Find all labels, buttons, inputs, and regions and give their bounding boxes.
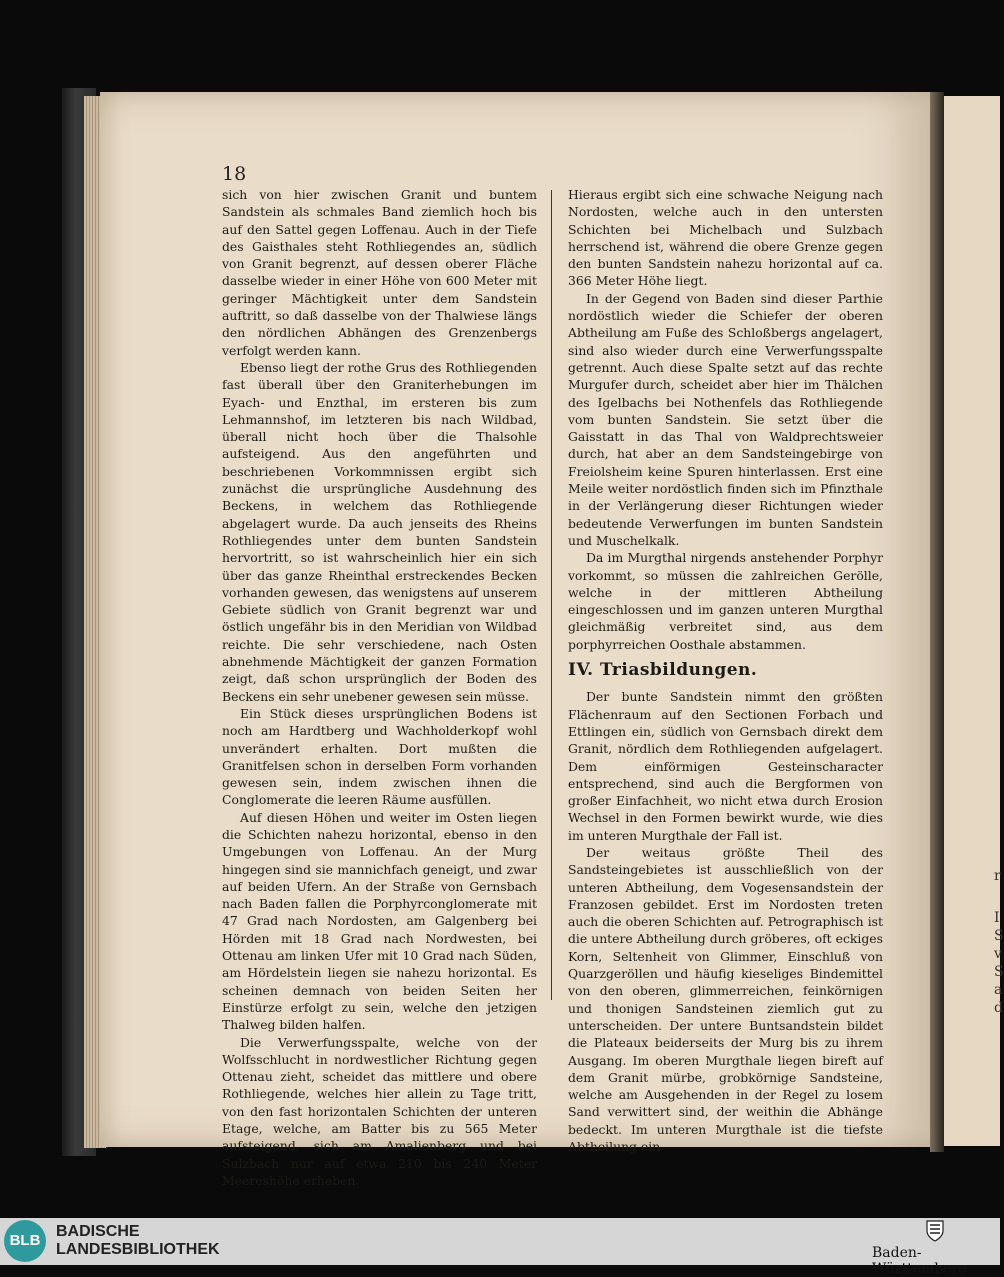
paragraph: Ebenso liegt der rothe Grus des Rothliegenden fast überall über den Graniterhebungen im Eyach- und Enzthal, im ersteren bis zum Lehmannshof, im letzteren bis nach Wildbad, überall nicht hoch über die Thalsohle aufsteigend. Aus den angeführten und beschriebenen Vorkommnissen ergibt sich zunächst die ursprüngliche Ausdehnung des Beckens, in welchem das Rothliegende abgelagert wurde. Da auch jenseits des Rheins Rothliegendes unter dem bunten Sandstein hervortritt, so ist wahrscheinlich hier ein sich über das ganze Rheinthal erstreckendes Becken vorhanden gewesen, das wenigstens auf unserem Gebiete südlich von Granit begrenzt war und östlich ungefähr bis in den Meridian von Wildbad reichte. Die sehr verschiedene, nach Osten abnehmende Mächtigkeit der ganzen Formation zeigt, daß schon ursprünglich der Boden des Beckens ein sehr unebener gewesen sein müsse. — [222, 359, 537, 704]
next-page-fragment: I — [994, 910, 1000, 926]
paragraph: Die Verwerfungsspalte, welche von der Wolfsschlucht in nordwestlicher Richtung gegen Ottenau zieht, scheidet das mittlere und obere Rothliegende, welches hier allein zu Tage tritt, von den fast horizontalen Schichten der unteren Etage, welche, am Batter bis zu 565 Meter aufsteigend, sich am Amalienberg und bei Sulzbach nur auf etwa 210 bis 240 Meter Meereshöhe erheben. — [222, 1034, 537, 1188]
next-page-fragment: d — [994, 1000, 1003, 1016]
paragraph: sich von hier zwischen Granit und buntem Sandstein als schmales Band ziemlich hoch bis auf den Sattel gegen Loffenau. Auch in der Tiefe des Gaisthales steht Rothliegendes an, südlich von Granit begrenzt, auf dessen oberer Fläche dasselbe wieder in einer Höhe von 600 Meter mit geringer Mächtigkeit unter dem Sandstein auftritt, so daß dasselbe von der Thalwiese längs den nördlichen Abhängen des Grenzenbergs verfolgt werden kann. — [222, 187, 537, 358]
next-page-fragment: r — [994, 868, 1001, 884]
paragraph: Da im Murgthal nirgends anstehender Porphyr vorkommt, so müssen die zahlreichen Gerölle, welche in der mittleren Abtheilung eingeschlossen und im ganzen unteren Murgthal gleichmäßig verbreitet sind, aus dem porphyrreichen Oosthale abstammen. — [568, 550, 883, 652]
paragraph: Auf diesen Höhen und weiter im Osten liegen die Schichten nahezu horizontal, ebenso in den Umgebungen von Loffenau. An der Murg hingegen sind sie mannichfach geneigt, und zwar auf beiden Ufern. An der Straße von Gernsbach nach Baden fallen die Porphyrconglomerate mit 47 Grad nach Nordosten, am Galgenberg bei Hörden mit 18 Grad nach Nordwesten, bei Ottenau am linken Ufer mit 10 Grad nach Süden, am Hördelstein liegen sie nahezu horizontal. Es scheinen demnach von beiden Seiten her Einstürze erfolgt zu sein, welche den jetzigen Thalweg bilden halfen. — [222, 809, 537, 1033]
library-name-line2: LANDESBIBLIOTHEK — [56, 1241, 220, 1258]
next-page-fragment: v — [994, 946, 1002, 962]
library-name-line1: BADISCHE — [56, 1223, 140, 1240]
column-divider — [551, 190, 552, 1000]
paragraph: Der weitaus größte Theil des Sandsteingebietes ist ausschließlich von der unteren Abtheilung, dem Vogesensandstein der Franzosen gebildet. Erst im Nordosten treten auch die oberen Schichten auf. Petrographisch ist die untere Abtheilung durch gröberes, oft eckiges Korn, Seltenheit von Glimmer, Einschluß von Quarzgeröllen und häufig kieseliges Bindemittel von den oberen, glimmerreichen, feinkörnigen und thonigen Sandsteinen ziemlich gut zu unterscheiden. Der untere Buntsandstein bildet die Plateaux beiderseits der Murg bis zu ihrem Ausgang. Im oberen Murgthale liegen bireft auf dem Granit mürbe, grobkörnige Sandsteine, welche am Ausgehenden in der Regel zu losem Sand verwittert sind, der weithin die Abhänge bedeckt. Im unteren Murgthale ist die tiefste Abtheilung ein — [568, 844, 883, 1155]
page-number: 18 — [222, 163, 247, 185]
coat-of-arms-icon — [924, 1219, 946, 1243]
next-page-edge — [944, 96, 1003, 1146]
paragraph: Hieraus ergibt sich eine schwache Neigung nach Nordosten, welche auch in den untersten Schichten bei Michelbach und Sulzbach herrschend ist, während die obere Grenze gegen den bunten Sandstein nahezu horizontal auf ca. 366 Meter Höhe liegt. — [568, 187, 883, 289]
next-page-fragment: S — [994, 928, 1004, 944]
section-heading: IV. Triasbildungen. — [568, 660, 758, 681]
next-page-fragment: S — [994, 964, 1004, 980]
blb-logo[interactable]: BLB — [4, 1220, 46, 1262]
left-text-column — [222, 186, 537, 1189]
next-page-fragment: a — [994, 982, 1003, 998]
library-name[interactable] — [56, 1223, 220, 1259]
state-name: Baden-Württemberg — [872, 1245, 968, 1277]
right-text-column — [568, 186, 883, 1155]
paragraph: In der Gegend von Baden sind dieser Parthie nordöstlich wieder die Schiefer der oberen Abtheilung am Fuße des Schloßbergs angelagert, sind also wieder durch eine Verwerfungsspalte getrennt. Auch diese Spalte setzt auf das rechte Murgufer durch, scheidet aber hier im Thälchen des Igelbachs bei Nothenfels das Rothliegende vom bunten Sandstein. Sie setzt über die Gaisstatt in das Thal von Waldprechtsweier durch, hat aber an dem Sandsteingebirge von Freiolsheim keine Spuren hinterlassen. Erst eine Meile weiter nordöstlich finden sich im Pfinzthale in der Verlängerung dieser Richtungen wieder bedeutende Verwerfungen im bunten Sandstein und Muschelkalk. — [568, 290, 883, 548]
paragraph: Ein Stück dieses ursprünglichen Bodens ist noch am Hardtberg und Wachholderkopf wohl unverändert erhalten. Dort mußten die Granitfelsen schon in derselben Form vorhanden gewesen sein, indem zwischen ihnen die Conglomerate die leeren Räume ausfüllen. — [222, 705, 537, 808]
page-gutter — [930, 92, 944, 1152]
paragraph: Der bunte Sandstein nimmt den größten Flächenraum auf den Sectionen Forbach und Ettlingen ein, südlich von Gernsbach direkt dem Granit, nördlich dem Rothliegenden aufgelagert. Dem einförmigen Gesteinscharacter entsprechend, sind auch die Bergformen von großer Einfachheit, wo nicht etwa durch Erosion Wechsel in den Formen bewirkt wurde, wie dies im unteren Murgthale der Fall ist. — [568, 689, 883, 843]
